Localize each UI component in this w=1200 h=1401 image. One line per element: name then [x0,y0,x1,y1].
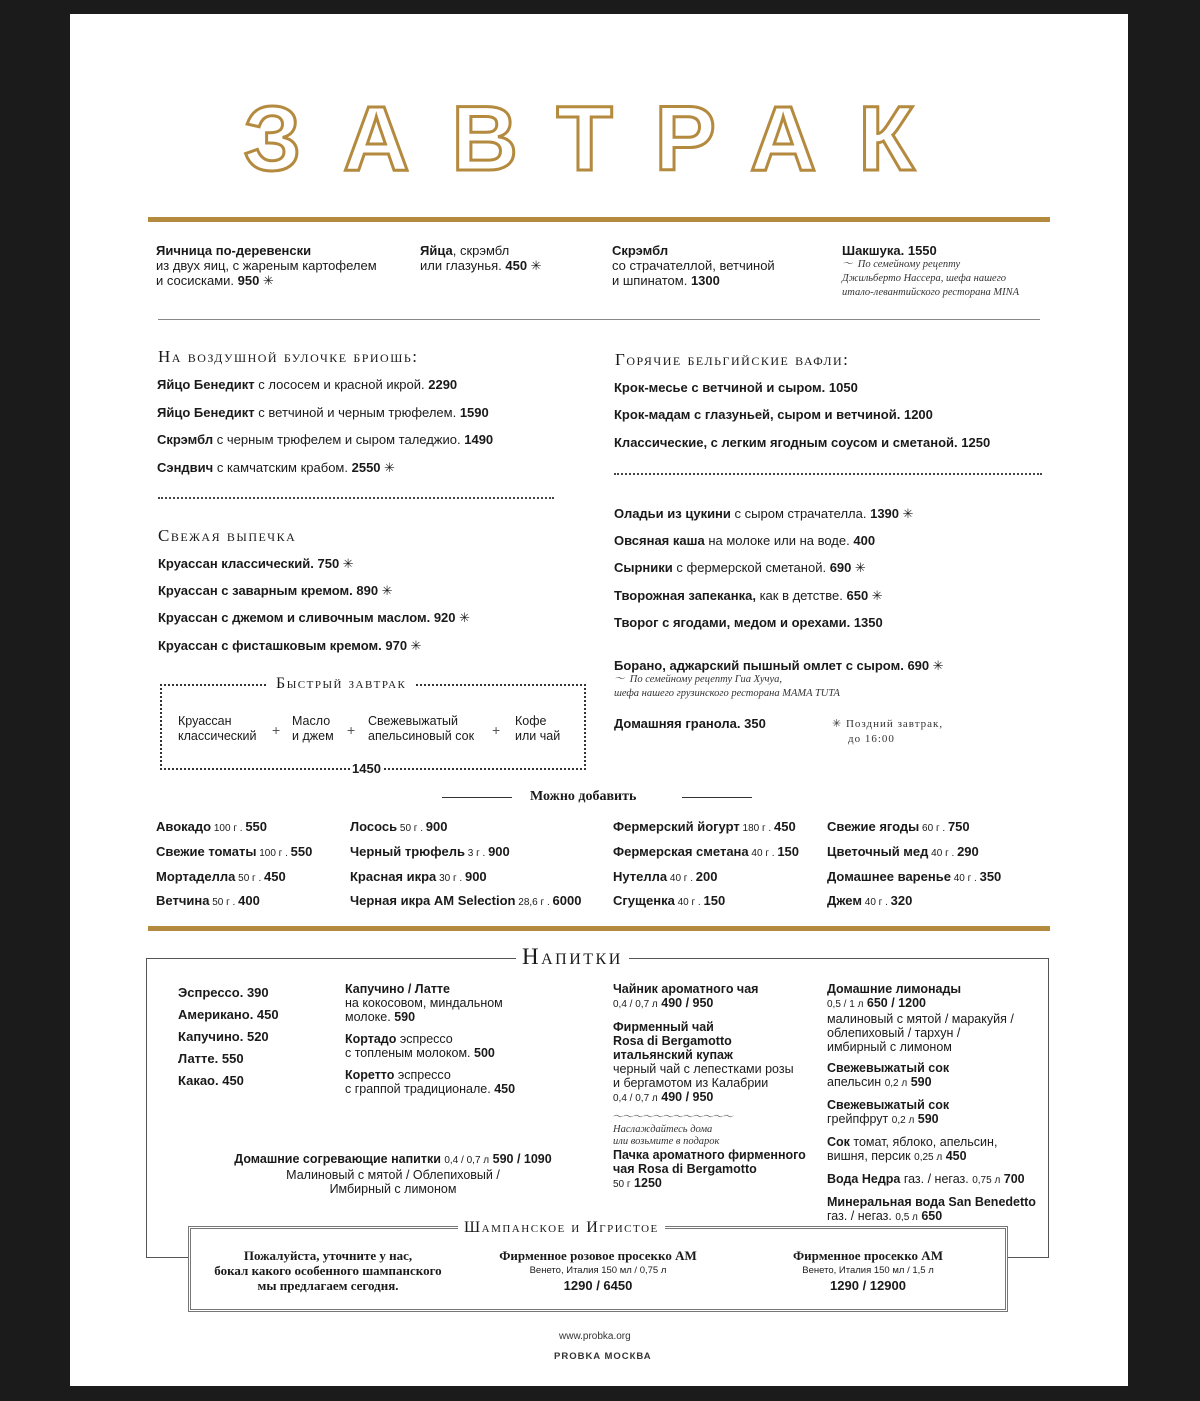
addon-name: Свежие ягоды [827,819,920,834]
addon-name: Сгущенка [613,893,675,908]
addon-item [613,819,796,836]
waffle-item: Классические, с легким ягодным соусом и сметаной. 1250 [614,435,991,450]
addon-item [156,844,312,861]
item-scramble: Скрэмбл со страчателлой, ветчиной и шпинатом. 1300 [612,243,775,288]
addon-price: 450 [774,819,796,834]
addon-weight: 40 г . [861,897,891,908]
addon-name: Ветчина [156,893,210,908]
tea-column: Чайник ароматного чая 0,4 / 0,7 л 490 / 950 Фирменный чай Rosa di Bergamotto итальянский купаж черный чай с лепестками розы и бергамотом из Калабрии 0,4 / 0,7 л 490 / 950 〜〜〜〜〜〜〜〜〜〜〜〜 Наслаждайтесь дома или возьмите в подарок Пачка ароматного фирменного чая Rosa di Bergamotto 50 г 1250 [613,982,806,1190]
addon-price: 150 [703,893,726,908]
addon-item [613,869,718,886]
footer-url[interactable]: www.probka.org [559,1331,631,1342]
top-gold-rule [148,217,1050,222]
addon-price: 750 [947,819,970,834]
addon-price: 150 [777,844,800,859]
rule [682,797,752,798]
addon-name: Фермерская сметана [613,844,749,859]
late-breakfast-note: ✳ Поздний завтрак, до 16:00 [832,718,944,745]
middle-gold-rule [148,926,1050,931]
dotted-divider [158,497,554,499]
addon-name: Черная икра AM Selection [350,893,516,908]
addon-item [156,893,260,910]
item-eggs: Яйца, скрэмбл или глазунья. 450 ✳ [420,243,542,273]
addon-weight: 50 г . [235,873,265,884]
addon-weight: 180 г . [739,823,774,834]
brioche-item: Сэндвич с камчатским крабом. 2550 ✳ [157,460,396,475]
addon-item [156,869,286,886]
addon-price: 900 [425,819,448,834]
champagne-heading: Шампанское и Игристое [458,1219,665,1237]
addon-weight: 50 г . [397,823,426,834]
addon-weight: 100 г . [256,848,291,859]
addon-price: 900 [488,844,510,859]
addon-price: 900 [464,869,487,884]
addon-price: 320 [890,893,913,908]
addon-price: 550 [290,844,313,859]
addon-weight: 40 г . [748,848,778,859]
addon-weight: 40 г . [928,848,958,859]
addon-name: Авокадо [156,819,212,834]
addon-price: 290 [957,844,979,859]
item-granola: Домашняя гранола. 350 [614,716,766,731]
addon-name: Цветочный мед [827,844,929,859]
waffle-item: Крок-мадам с глазуньей, сыром и ветчиной. 1200 [614,407,933,422]
right-item: Сырники с фермерской сметаной. 690 ✳ [614,560,866,575]
addon-item [827,844,979,861]
addon-name: Домашнее варенье [827,869,951,884]
plus-sign: + [347,722,356,738]
addon-weight: 100 г . [211,823,246,834]
svg-text:ЗАВТРАК: ЗАВТРАК [243,88,957,190]
milk-drinks: Капучино / Латте на кокосовом, миндальном молоке. 590 Кортадо эспрессо с топленым молоком. 500 Коретто эспрессо с граппой традиционале. 450 [345,982,516,1096]
fast-juice: Свежевыжатый апельсиновый сок [368,714,475,743]
addon-item [613,844,799,861]
prosecco-rose: Фирменное розовое просекко AM Венето, Италия 150 мл / 0,75 л 1290 / 6450 [499,1248,697,1293]
menu-page [70,14,1128,1386]
fast-price: 1450 [352,761,381,776]
addon-price: 6000 [552,893,582,908]
addon-name: Нутелла [613,869,668,884]
pastry-item: Круассан классический. 750 ✳ [158,556,354,571]
footer-brand: PROBKA МОСКВА [554,1351,652,1362]
addon-item [156,819,267,836]
rule [442,797,512,798]
addon-item [350,844,510,861]
addon-weight: 40 г . [674,897,704,908]
addon-item [350,869,487,886]
soft-drinks-column: Домашние лимонады 0,5 / 1 л 650 / 1200 малиновый с мятой / маракуйя / облепиховый / тархун / имбирный с лимоном Свежевыжатый сок апельсин 0,2 л 590 Свежевыжатый сок грейпфрут 0,2 л 590 Сок томат, яблоко, апельсин, вишня, персик 0,25 л 450 Вода Недра газ. / негаз. 0,75 л 700 Минеральная вода San Benedetto газ. / негаз. 0,5 л 650 [827,982,1036,1223]
pastry-heading: Свежая выпечка [158,526,297,545]
addon-item [613,893,725,910]
addon-price: 350 [979,869,1002,884]
item-shakshuka: Шакшука. 1550 〜 По семейному рецепту Джильберто Нассера, шефа нашего итало-левантийского ресторана MINA [842,243,1020,298]
brioche-item: Яйцо Бенедикт с лососем и красной икрой. 2290 [157,377,458,392]
addon-price: 450 [264,869,286,884]
right-item: Творожная запеканка, как в детстве. 650 ✳ [614,588,883,603]
addon-item [350,893,581,910]
addon-price: 400 [238,893,260,908]
warm-drinks: Домашние согревающие напитки 0,4 / 0,7 л 590 / 1090 Малиновый с мятой / Облепиховый / Имбирный с лимоном [234,1152,552,1196]
plus-sign: + [272,722,281,738]
addon-name: Джем [827,893,862,908]
addon-name: Черный трюфель [350,844,465,859]
drinks-heading: Напитки [516,944,629,970]
addon-weight: 40 г . [667,873,696,884]
addon-weight: 50 г . [209,897,239,908]
pastry-item: Круассан с заварным кремом. 890 ✳ [158,583,393,598]
waffles-heading: Горячие бельгийские вафли: [615,350,850,369]
right-item: Оладьи из цукини с сыром страчателла. 1390 ✳ [614,506,914,521]
addon-price: 550 [245,819,268,834]
item-village-eggs: Яичница по-деревенски из двух яиц, с жареным картофелем и сосисками. 950 ✳ [156,243,377,288]
addon-item [827,869,1001,886]
addon-item [827,893,912,910]
page-title [243,88,957,190]
addon-weight: 30 г . [436,873,465,884]
fast-croissant: Круассан классический [178,714,257,743]
champagne-ask: Пожалуйста, уточните у нас, бокал какого особенного шампанского мы предлагаем сегодня. [214,1248,442,1293]
addon-name: Красная икра [350,869,437,884]
addon-name: Свежие томаты [156,844,257,859]
coffee-list: Эспрессо. 390 Американо. 450 Капучино. 520 Латте. 550 Какао. 450 [178,985,279,1088]
addon-weight: 3 г . [464,848,489,859]
addon-name: Фермерский йогурт [613,819,740,834]
addon-price: 200 [695,869,718,884]
divider [158,319,1040,320]
plus-sign: + [492,722,501,738]
waffle-item: Крок-месье с ветчиной и сыром. 1050 [614,380,858,395]
prosecco: Фирменное просекко AM Венето, Италия 150 мл / 1,5 л 1290 / 12900 [793,1248,943,1293]
addon-item [827,819,970,836]
addon-name: Мортаделла [156,869,236,884]
fast-butter: Масло и джем [292,714,334,743]
pastry-item: Круассан с фисташковым кремом. 970 ✳ [158,638,422,653]
item-borano: Борано, аджарский пышный омлет с сыром. 690 ✳ 〜 По семейному рецепту Гиа Хучуа, шефа нашего грузинского ресторана MAMA TUTA [614,658,944,699]
addon-weight: 40 г . [950,873,980,884]
brioche-item: Скрэмбл с черным трюфелем и сыром таледжио. 1490 [157,432,494,447]
addon-weight: 28,6 г . [515,897,553,908]
right-item: Овсяная каша на молоке или на воде. 400 [614,533,876,548]
addon-name: Лосось [350,819,398,834]
pastry-item: Круассан с джемом и сливочным маслом. 920 ✳ [158,610,471,625]
dotted-divider [614,473,1042,475]
addon-weight: 60 г . [919,823,948,834]
brioche-item: Яйцо Бенедикт с ветчиной и черным трюфелем. 1590 [157,405,489,420]
right-item: Творог с ягодами, медом и орехами. 1350 [614,615,883,630]
addons-heading: Можно добавить [530,789,637,804]
fast-heading: Быстрый завтрак [268,675,414,693]
addon-item [350,819,448,836]
fast-coffee: Кофе или чай [515,714,561,743]
brioche-heading: На воздушной булочке бриошь: [158,347,419,366]
